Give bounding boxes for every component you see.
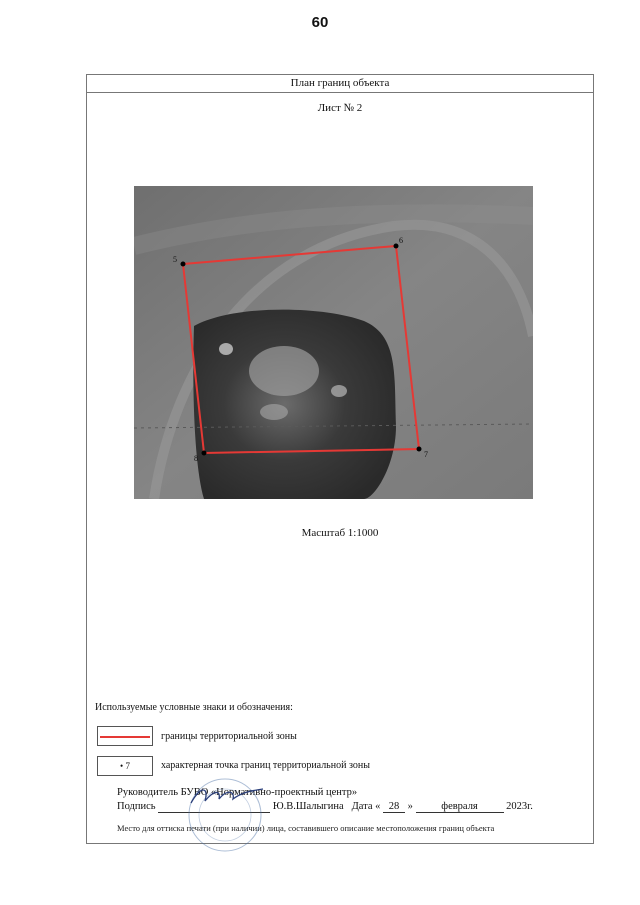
sign-label: Подпись [117, 801, 156, 812]
building-cluster [249, 346, 319, 396]
date-year: 2023г. [506, 801, 533, 812]
boundary-point-6 [394, 244, 399, 249]
legend-title: Используемые условные знаки и обозначения: [95, 702, 293, 713]
map-scale: Масштаб 1:1000 [301, 527, 379, 539]
date-day: 28 [383, 801, 405, 813]
tree-area [193, 310, 396, 499]
building [331, 385, 347, 397]
aerial-map [134, 186, 533, 499]
sheet-number: Лист № 2 [317, 102, 363, 114]
legend-point-symbol: • 7 [97, 756, 153, 776]
boundary-point-7 [417, 447, 422, 452]
point-label-8: 8 [194, 454, 198, 463]
date-month: февраля [416, 801, 504, 813]
head-of-organization: Руководитель БУВО «Нормативно-проектный центр» [117, 787, 358, 798]
legend-boundary-symbol [97, 726, 153, 746]
point-label-5: 5 [173, 255, 177, 264]
boundary-plan-sheet [86, 74, 594, 844]
point-label-6: 6 [399, 236, 403, 245]
handwritten-signature [187, 783, 267, 809]
legend-boundary-text: границы территориальной зоны [161, 731, 297, 742]
legend-point-text: характерная точка границ территориальной зоны [161, 760, 370, 771]
point-label-7: 7 [424, 450, 428, 459]
stamp-place-note: Место для оттиска печати (при наличии) лица, составившего описание местоположения границ объекта [117, 823, 495, 833]
page-number: 60 [311, 14, 329, 31]
signatory-name: Ю.В.Шалыгина [272, 801, 344, 812]
boundary-point-8 [202, 451, 207, 456]
boundary-point-5 [181, 262, 186, 267]
building [260, 404, 288, 420]
red-line-icon [100, 736, 150, 738]
signature-line [117, 801, 533, 813]
sheet-title: План границ объекта [87, 75, 593, 93]
building [219, 343, 233, 355]
date-separator: » [407, 801, 413, 812]
date-label: Дата « [351, 801, 381, 812]
